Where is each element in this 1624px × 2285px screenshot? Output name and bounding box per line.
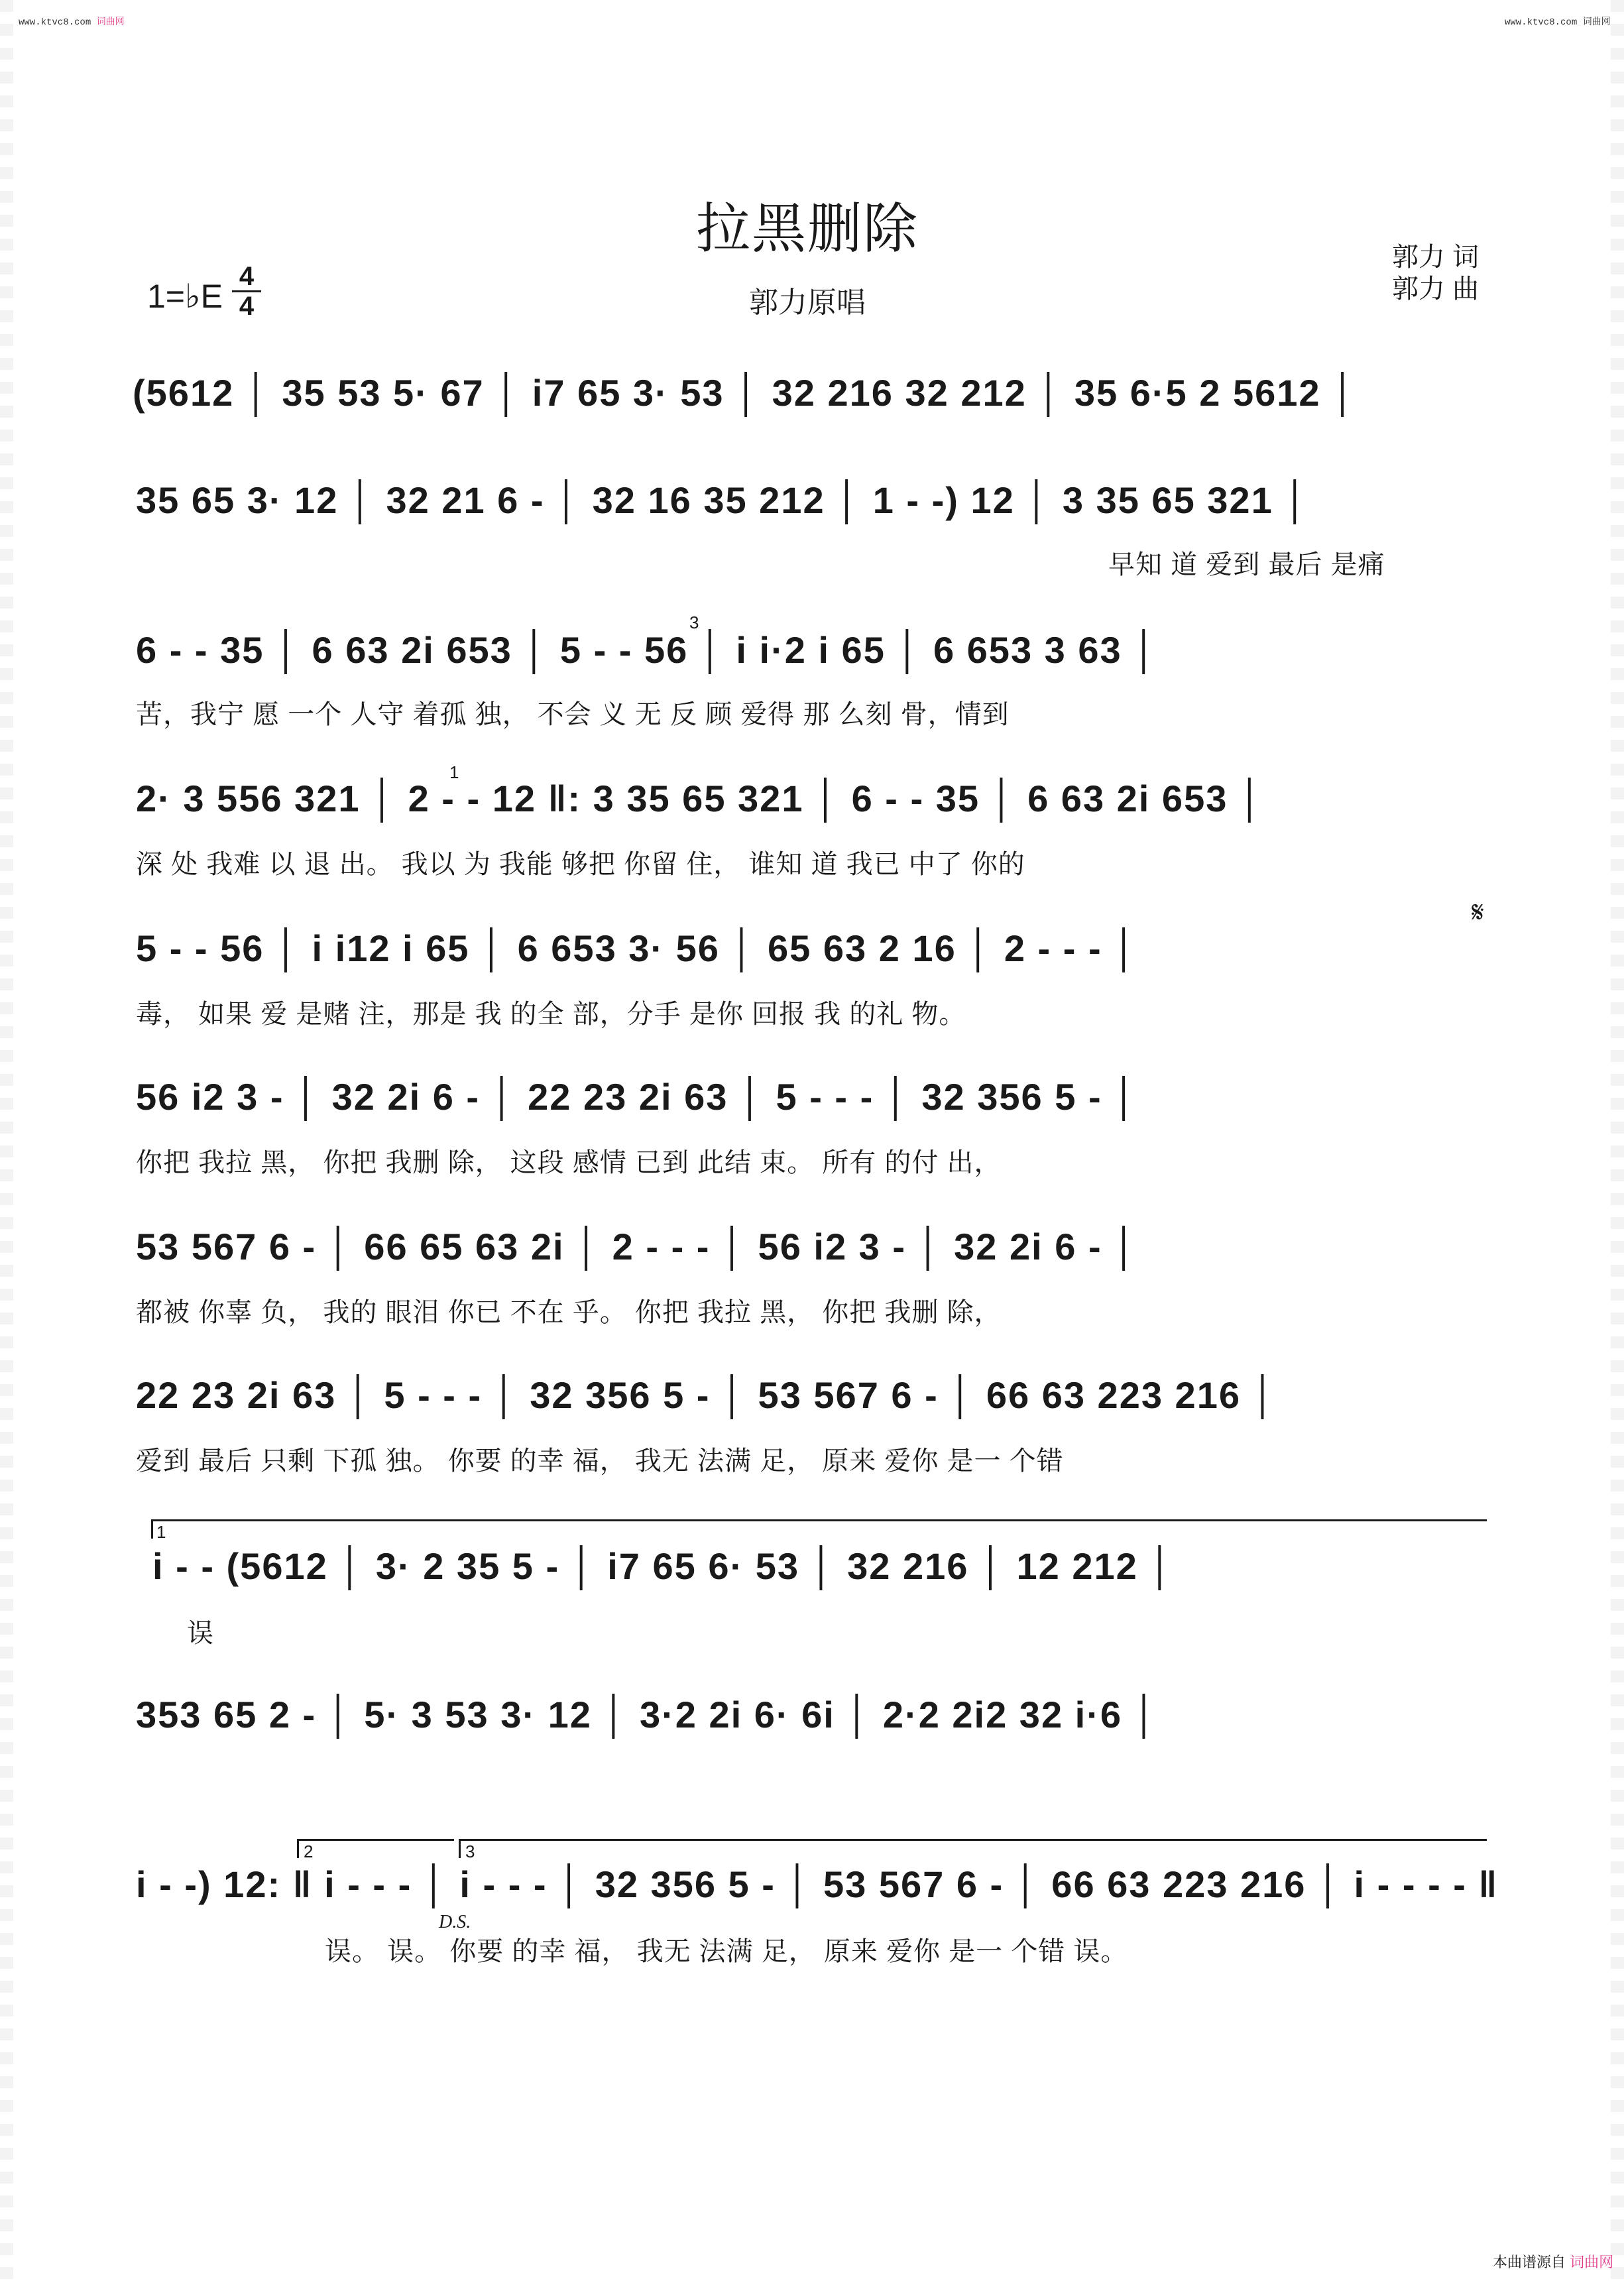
site-header-left[interactable] bbox=[19, 15, 125, 28]
left-margin-strip bbox=[0, 0, 13, 2285]
lyric-line: 深 处 我难 以 退 出。 我以 为 我能 够把 你留 住， 谁知 道 我已 中了 你的 bbox=[136, 850, 1025, 879]
staff-row: 2· 3 556 321 │ 2 - - 12 ‖: 3 35 65 321 │ 6 - - 35 │ 6 63 2i 653 │ bbox=[136, 778, 1264, 819]
segno-sign: 𝄋 bbox=[1472, 896, 1484, 929]
volta-number: 1 bbox=[156, 1522, 166, 1542]
time-signature bbox=[232, 264, 261, 319]
lyric-line: 苦，我宁 愿 一个 人守 着孤 独， 不会 义 无 反 顾 爱得 那 么刻 骨，情到 bbox=[136, 700, 1010, 729]
footer-source: 本曲谱源自 bbox=[1493, 2254, 1566, 2270]
volta-number: 3 bbox=[465, 1842, 475, 1861]
lyricist-credit: 郭力 词 bbox=[1392, 243, 1479, 272]
volta-bracket bbox=[459, 1839, 1487, 1858]
right-margin-strip bbox=[1611, 0, 1624, 2285]
site-header-right[interactable] bbox=[1505, 15, 1611, 28]
staff-row: i - -) 12: ‖ i - - - │ i - - - │ 32 356 5 - │ 53 567 6 - │ 66 63 223 216 │ i - - - - ‖ bbox=[136, 1863, 1499, 1905]
footer-credit[interactable] bbox=[1493, 2251, 1613, 2272]
key-signature: 1=♭E bbox=[147, 278, 223, 315]
staff-row: 53 567 6 - │ 66 65 63 2i │ 2 - - - │ 56 i2 3 - │ 32 2i 6 - │ bbox=[136, 1226, 1139, 1267]
grace-note: 1 bbox=[449, 762, 459, 782]
staff-row: i - - (5612 │ 3· 2 35 5 - │ i7 65 6· 53 │ 32 216 │ 12 212 │ bbox=[152, 1545, 1175, 1587]
site-url[interactable]: www.ktvc8.com bbox=[19, 17, 91, 28]
lyric-line: 爱到 最后 只剩 下孤 独。 你要 的幸 福， 我无 法满 足， 原来 爱你 是一 个错 bbox=[136, 1446, 1064, 1476]
volta-bracket bbox=[297, 1839, 454, 1858]
lyric-line: 早知 道 爱到 最后 是痛 bbox=[1108, 550, 1385, 579]
song-title: 拉黑删除 bbox=[696, 199, 919, 259]
da-segno: D.S. bbox=[439, 1912, 471, 1932]
staff-row: 22 23 2i 63 │ 5 - - - │ 32 356 5 - │ 53 567 6 - │ 66 63 223 216 │ bbox=[136, 1374, 1277, 1416]
staff-row: 5 - - 56 │ i i12 i 65 │ 6 653 3· 56 │ 65 63 2 16 │ 2 - - - │ bbox=[136, 927, 1139, 969]
composer-credit: 郭力 曲 bbox=[1392, 274, 1479, 304]
singer: 郭力原唱 bbox=[749, 286, 866, 319]
grace-note: 3 bbox=[689, 613, 699, 632]
staff-row: 6 - - 35 │ 6 63 2i 653 │ 5 - - 56 │ i i·2 i 65 │ 6 653 3 63 │ bbox=[136, 629, 1159, 671]
site-url[interactable]: www.ktvc8.com bbox=[1505, 17, 1578, 28]
staff-row: 353 65 2 - │ 5· 3 53 3· 12 │ 3·2 2i 6· 6i │ 2·2 2i2 32 i·6 │ bbox=[136, 1694, 1159, 1735]
volta-number: 2 bbox=[304, 1842, 314, 1861]
meter-denominator: 4 bbox=[239, 292, 255, 321]
lyric-line: 毒， 如果 爱 是赌 注，那是 我 的全 部，分手 是你 回报 我 的礼 物。 bbox=[136, 1000, 966, 1029]
footer-site-link[interactable]: 词曲网 bbox=[1570, 2254, 1614, 2270]
site-label[interactable]: 词曲网 bbox=[1582, 17, 1611, 28]
staff-row: 56 i2 3 - │ 32 2i 6 - │ 22 23 2i 63 │ 5 - - - │ 32 356 5 - │ bbox=[136, 1076, 1139, 1118]
volta-bracket bbox=[151, 1519, 1487, 1539]
site-label[interactable]: 词曲网 bbox=[96, 17, 125, 28]
lyric-line: 误 bbox=[187, 1619, 214, 1648]
meter-numerator: 4 bbox=[239, 262, 255, 291]
lyric-line: 都被 你辜 负， 我的 眼泪 你已 不在 乎。 你把 我拉 黑， 你把 我删 除， bbox=[136, 1298, 1002, 1327]
lyric-line: 你把 我拉 黑， 你把 我删 除， 这段 感情 已到 此结 束。 所有 的付 出， bbox=[136, 1148, 1002, 1177]
staff-row: (5612 │ 35 53 5· 67 │ i7 65 3· 53 │ 32 216 32 212 │ 35 6·5 2 5612 │ bbox=[133, 372, 1358, 414]
staff-row: 35 65 3· 12 │ 32 21 6 - │ 32 16 35 212 │ 1 - -) 12 │ 3 35 65 321 │ bbox=[136, 479, 1310, 521]
lyric-line: 误。 误。 你要 的幸 福， 我无 法满 足， 原来 爱你 是一 个错 误。 bbox=[325, 1937, 1128, 1966]
